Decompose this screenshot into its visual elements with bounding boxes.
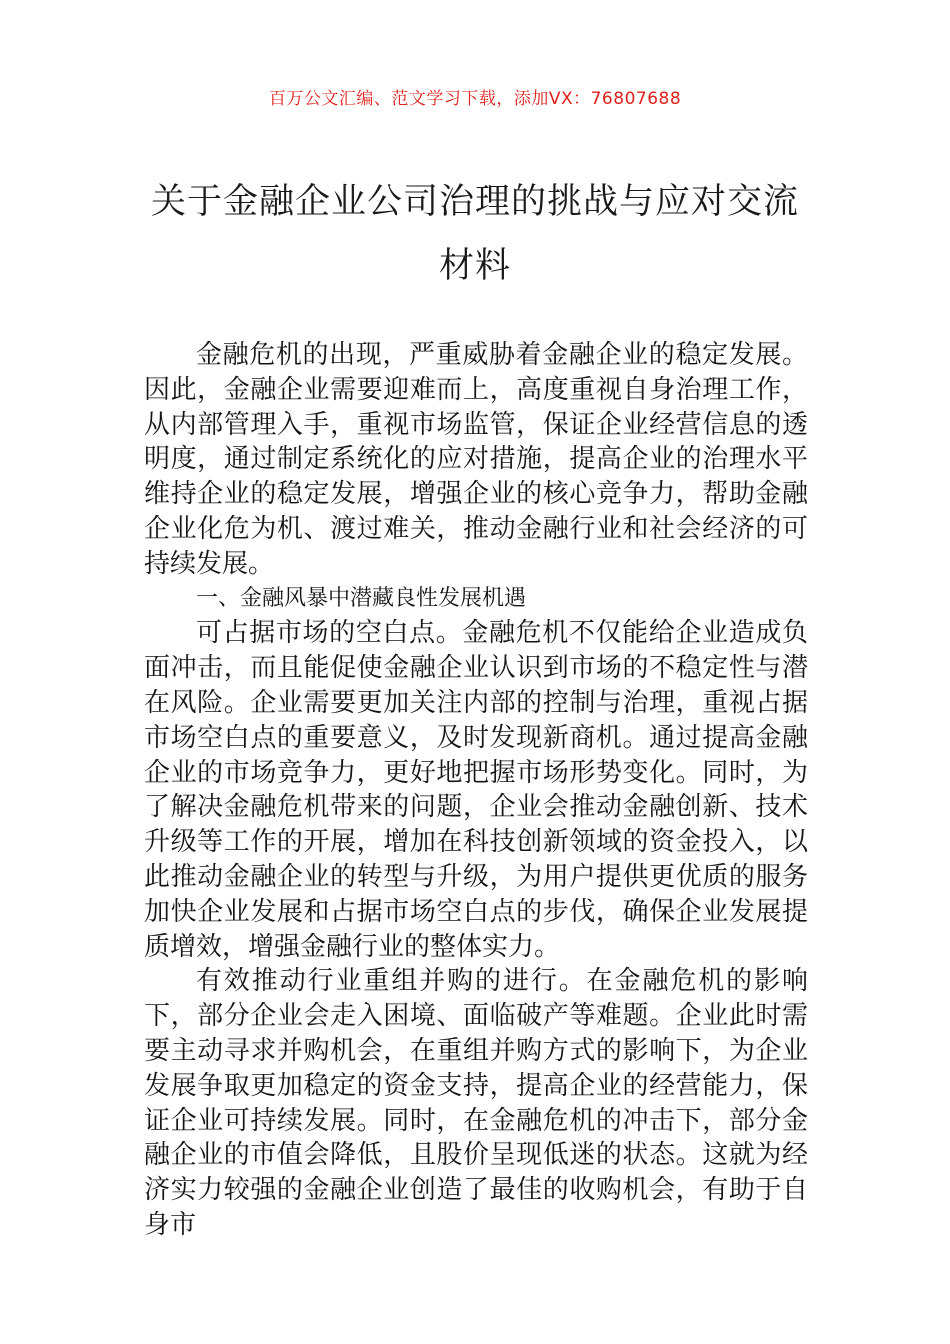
- paragraph-mergers: 有效推动行业重组并购的进行。在金融危机的影响下，部分企业会走入困境、面临破产等难题。企业此时需要主动寻求并购机会，在重组并购方式的影响下，为企业发展争取更加稳定的资金支持，提高企业的经营能力，保证企业可持续发展。同时，在金融危机的冲击下，部分金融企业的市值会降低，且股价呈现低迷的状态。这就为经济实力较强的金融企业创造了最佳的收购机会，有助于自身市: [144, 966, 808, 1240]
- document-body: [144, 338, 808, 1243]
- header-promo-note: 百万公文汇编、范文学习下载，添加VX：76807688: [268, 89, 682, 109]
- paragraph-intro: 金融危机的出现，严重威胁着金融企业的稳定发展。因此，金融企业需要迎难而上，高度重视自身治理工作，从内部管理入手，重视市场监管，保证企业经营信息的透明度，通过制定系统化的应对措施，提高企业的治理水平维持企业的稳定发展，增强企业的核心竞争力，帮助金融企业化危为机、渡过难关，推动金融行业和社会经济的可持续发展。: [144, 340, 808, 579]
- document-title: 关于金融企业公司治理的挑战与应对交流材料: [150, 182, 799, 286]
- section-heading-1: 一、金融风暴中潜藏良性发展机遇: [196, 585, 527, 611]
- paragraph-market-gap: 可占据市场的空白点。金融危机不仅能给企业造成负面冲击，而且能促使金融企业认识到市场的不稳定性与潜在风险。企业需要更加关注内部的控制与治理，重视占据市场空白点的重要意义，及时发现新商机。通过提高金融企业的市场竞争力，更好地把握市场形势变化。同时，为了解决金融危机带来的问题，企业会推动金融创新、技术升级等工作的开展，增加在科技创新领域的资金投入，以此推动金融企业的转型与升级，为用户提供更优质的服务加快企业发展和占据市场空白点的步伐，确保企业发展提质增效，增强金融行业的整体实力。: [144, 618, 808, 962]
